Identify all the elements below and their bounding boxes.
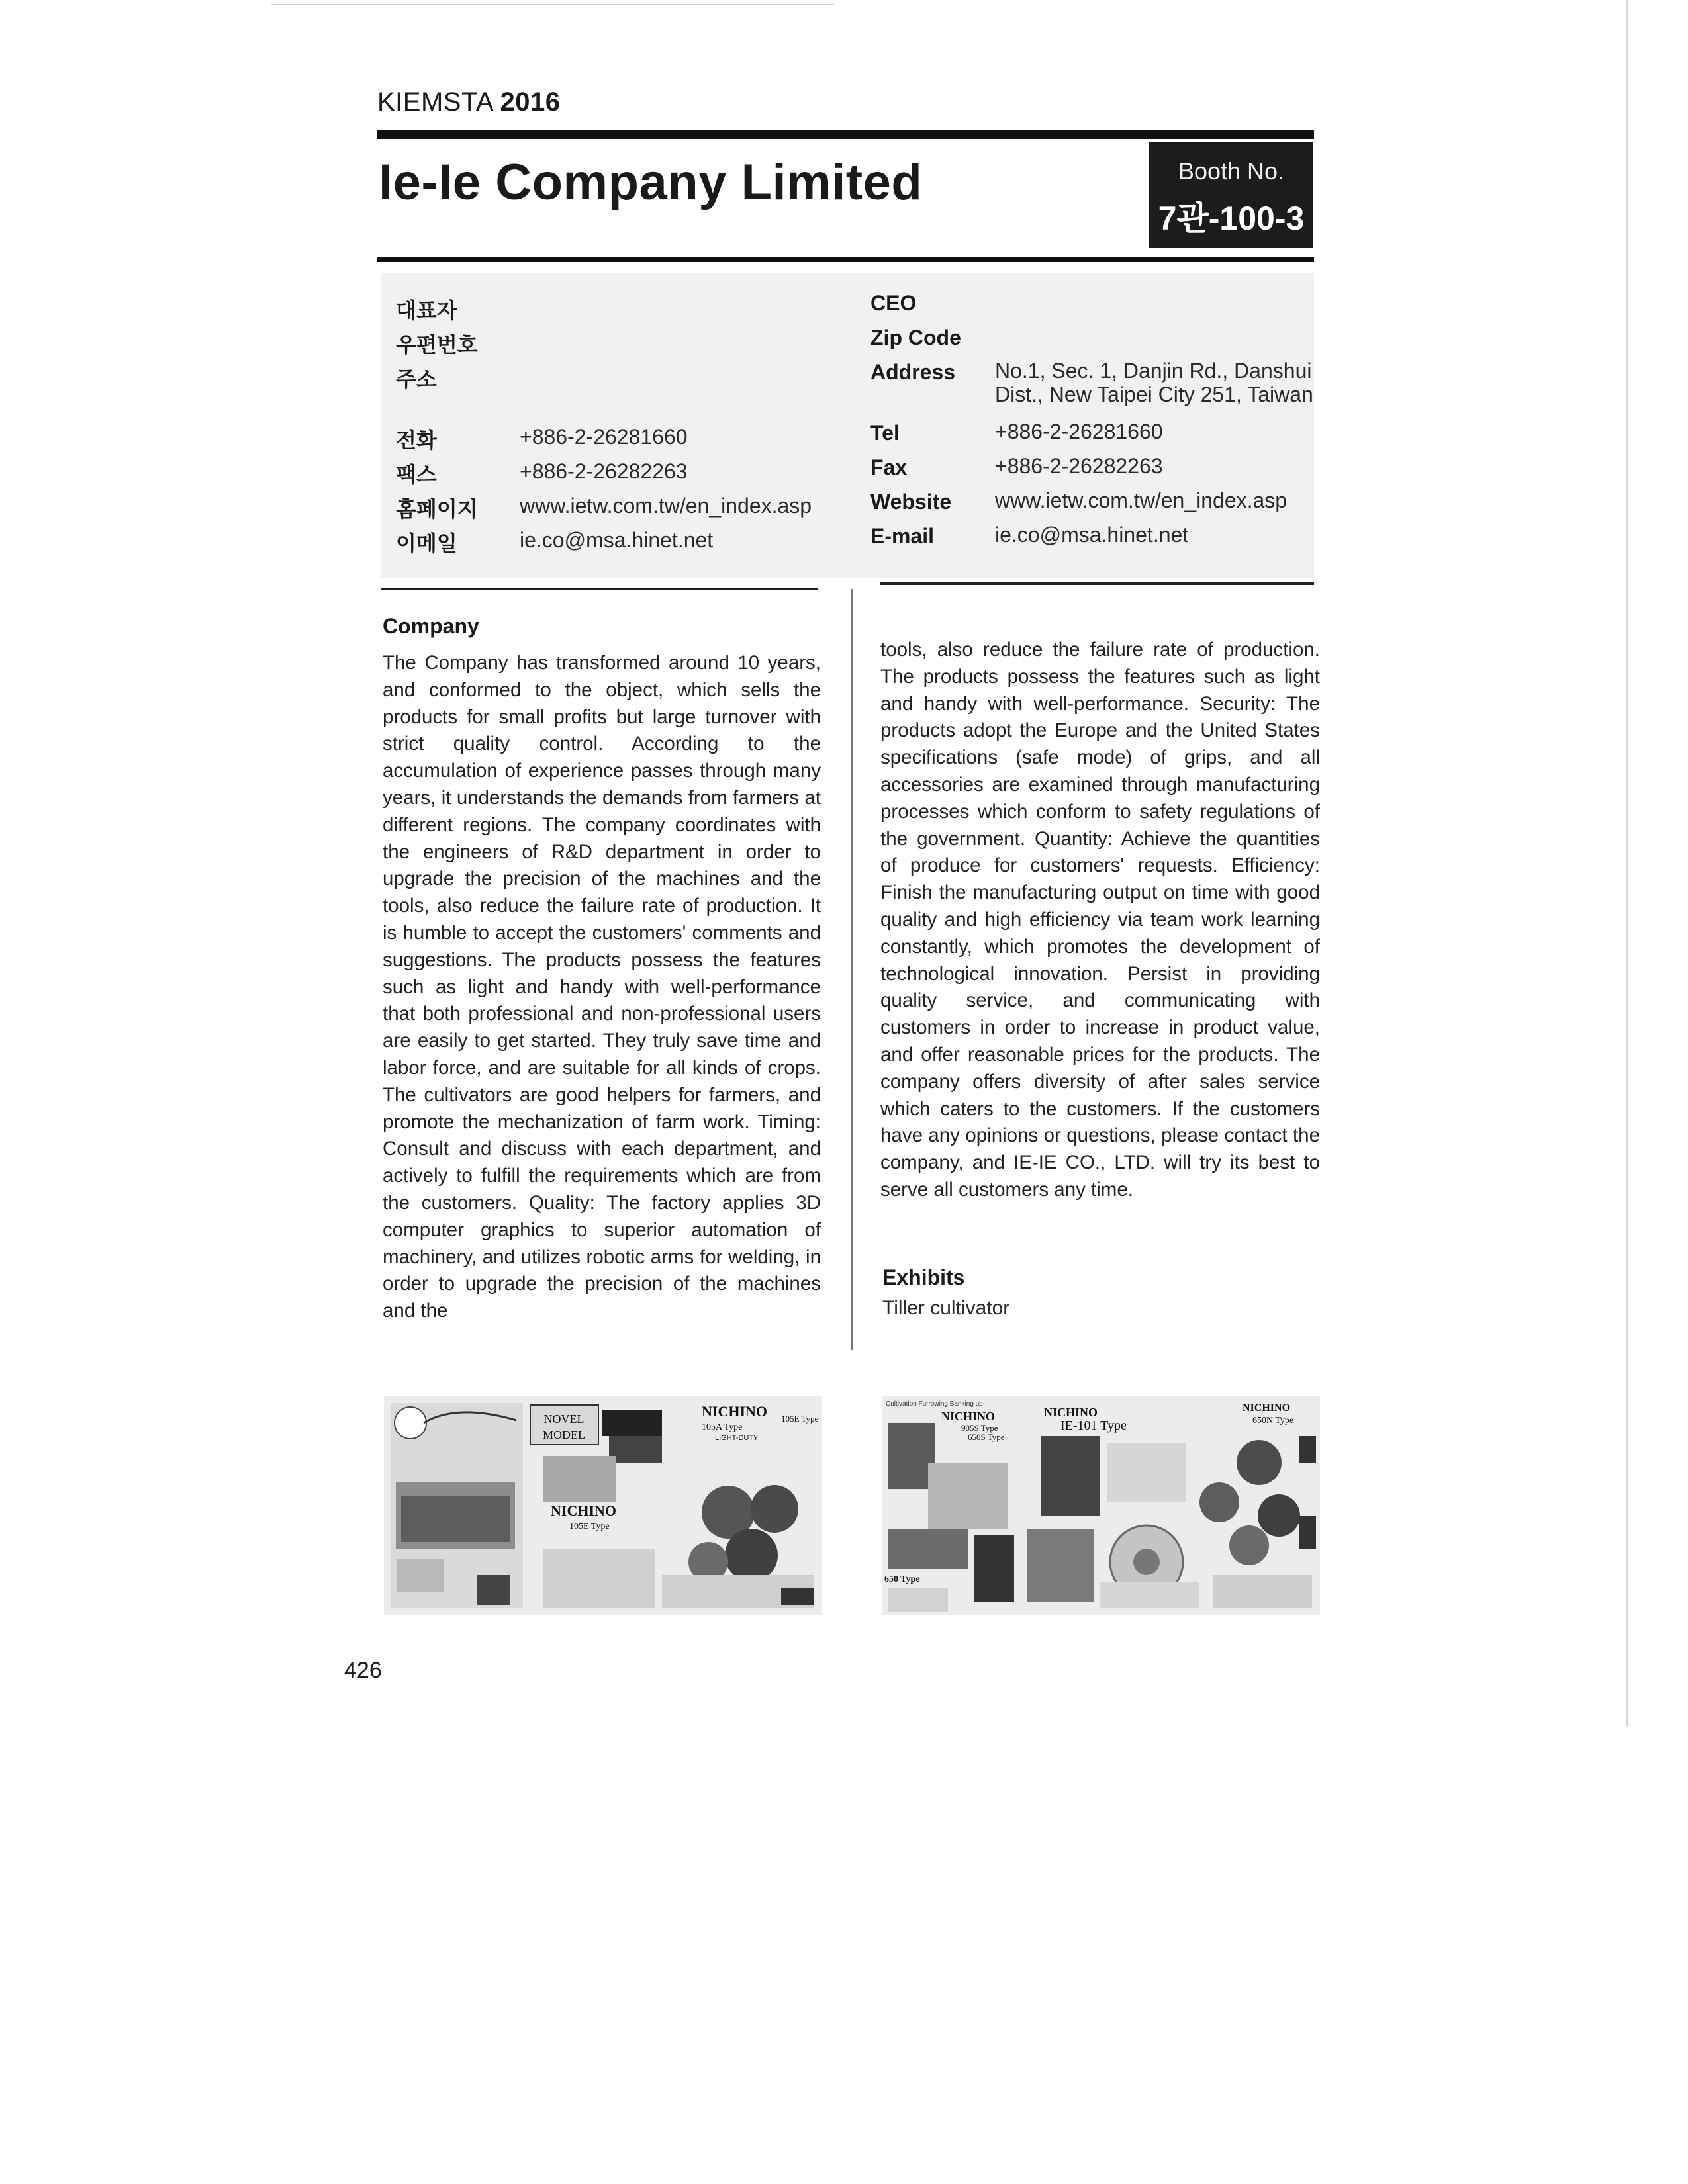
brochure-image-left	[384, 1396, 822, 1615]
brochure-right-brand-3: NICHINO	[1243, 1402, 1291, 1414]
fax-label-kr: 팩스	[396, 463, 437, 486]
company-title: Ie-Ie Company Limited	[379, 154, 923, 210]
tel-label-en: Tel	[870, 421, 900, 445]
brochure-right-header: Cultivation Furrowing Banking up	[886, 1400, 983, 1408]
exhibits-text: Tiller cultivator	[882, 1297, 1010, 1319]
address-value-line2: Dist., New Taipei City 251, Taiwan	[995, 383, 1313, 406]
zip-label-kr: 우편번호	[396, 333, 478, 357]
fax-label-en: Fax	[870, 455, 908, 479]
tel-value-right: +886-2-26281660	[995, 420, 1163, 443]
header-rule	[377, 130, 1314, 139]
address-label-kr: 주소	[396, 367, 437, 391]
scan-edge-top	[271, 4, 834, 5]
booth-label: Booth No.	[1178, 158, 1285, 185]
website-label-en: Website	[870, 490, 952, 514]
brochure-left-graphic	[384, 1396, 822, 1615]
brochure-left-type-c: 105E Type	[569, 1522, 610, 1531]
tel-label-kr: 전화	[396, 428, 437, 452]
fax-value-right: +886-2-26282263	[995, 454, 1163, 478]
page-number: 426	[344, 1658, 382, 1683]
brochure-left-type-a: 105A Type	[702, 1422, 743, 1432]
booth-badge	[1149, 142, 1313, 248]
brochure-left-brand-2: NICHINO	[551, 1502, 617, 1519]
ceo-label-en: CEO	[870, 291, 917, 315]
title-rule	[377, 257, 1314, 262]
brochure-right-type-e: 650 Type	[884, 1574, 920, 1584]
address-value-line1: No.1, Sec. 1, Danjin Rd., Danshui	[995, 359, 1312, 383]
zip-label-en: Zip Code	[870, 326, 961, 349]
info-bottom-rule-right	[880, 582, 1314, 585]
brochure-right-graphic	[882, 1396, 1320, 1615]
booth-number: 7관-100-3	[1158, 200, 1305, 237]
brochure-left-badge-1: NOVEL	[543, 1412, 585, 1426]
email-value-left: ie.co@msa.hinet.net	[520, 528, 714, 552]
tel-value-left: +886-2-26281660	[520, 425, 688, 449]
brochure-image-right	[882, 1396, 1320, 1615]
brochure-left-badge-2: MODEL	[543, 1428, 585, 1441]
brochure-right-type-d: 650N Type	[1252, 1416, 1294, 1426]
address-label-en: Address	[870, 360, 956, 384]
info-bottom-rule-left	[381, 588, 818, 590]
fax-value-left: +886-2-26282263	[520, 459, 688, 483]
brochure-right-type-c: IE-101 Type	[1060, 1418, 1127, 1433]
website-value-right: www.ietw.com.tw/en_index.asp	[995, 488, 1288, 512]
brochure-right-type-b: 650S Type	[968, 1432, 1005, 1442]
running-header	[377, 87, 561, 117]
brochure-right-brand-2: NICHINO	[1044, 1406, 1098, 1419]
company-text-right: tools, also reduce the failure rate of production. The products possess the features such as light and handy with well-performance. Security: The products adopt the Europe and the United States specifications (safe mode) of grips, and all accessories are examined through manufacturing processes which conform to safety regulations of the government. Quantity: Achieve the quantities of produce for customers' requests. Efficiency: Finish the manufacturing output on time with good quality and high efficiency via team work learning constantly, which promotes the development of technological innovation. Persist in providing quality service, and communicating with customers in order to increase in product value, and offer reasonable prices for the products. The company offers diversity of after sales service which caters to the customers. If the customers have any opinions or questions, please contact the company, and IE-IE CO., LTD. will try its best to serve all customers any time.	[880, 639, 1320, 1201]
email-label-kr: 이메일	[396, 531, 457, 555]
email-value-right: ie.co@msa.hinet.net	[995, 523, 1189, 547]
ceo-label-kr: 대표자	[396, 298, 457, 322]
website-label-kr: 홈페이지	[396, 497, 478, 521]
brochure-right-brand: NICHINO	[941, 1410, 996, 1423]
brochure-left-brand: NICHINO	[702, 1403, 768, 1420]
email-label-en: E-mail	[870, 524, 935, 548]
exhibits-section-title: Exhibits	[882, 1265, 965, 1289]
brochure-left-type-b: 105E Type	[781, 1414, 819, 1424]
event-year: 2016	[500, 87, 561, 116]
event-name: KIEMSTA	[377, 87, 492, 116]
column-divider	[851, 589, 853, 1350]
company-text-left: The Company has transformed around 10 years, and conformed to the object, which sells the products for small profits but large turnover with strict quality control. According to the accumulation of experience passes through many years, it understands the demands from farmers at different regions. The company coordinates with the engineers of R&D department in order to upgrade the precision of the machines and the tools, also reduce the failure rate of production. It is humble to accept the customers' comments and suggestions. The products possess the features such as light and handy with well-performance that both professional and non-professional users are easily to get started. They truly save time and labor force, and are suitable for all kinds of crops. The cultivators are good helpers for farmers, and promote the mechanization of farm work. Timing: Consult and discuss with each department, and actively to fulfill the requirements which are from the customers. Quality: The factory applies 3D computer graphics to superior automation of machinery, and utilizes robotic arms for welding, in order to upgrade the precision of the machines and the	[383, 652, 821, 1322]
website-value-left: www.ietw.com.tw/en_index.asp	[520, 494, 812, 518]
company-section-title: Company	[383, 614, 479, 638]
brochure-right-type-a: 905S Type	[961, 1423, 998, 1433]
scan-edge-right	[1626, 0, 1628, 1727]
brochure-left-duty: LIGHT-DUTY	[715, 1434, 759, 1442]
